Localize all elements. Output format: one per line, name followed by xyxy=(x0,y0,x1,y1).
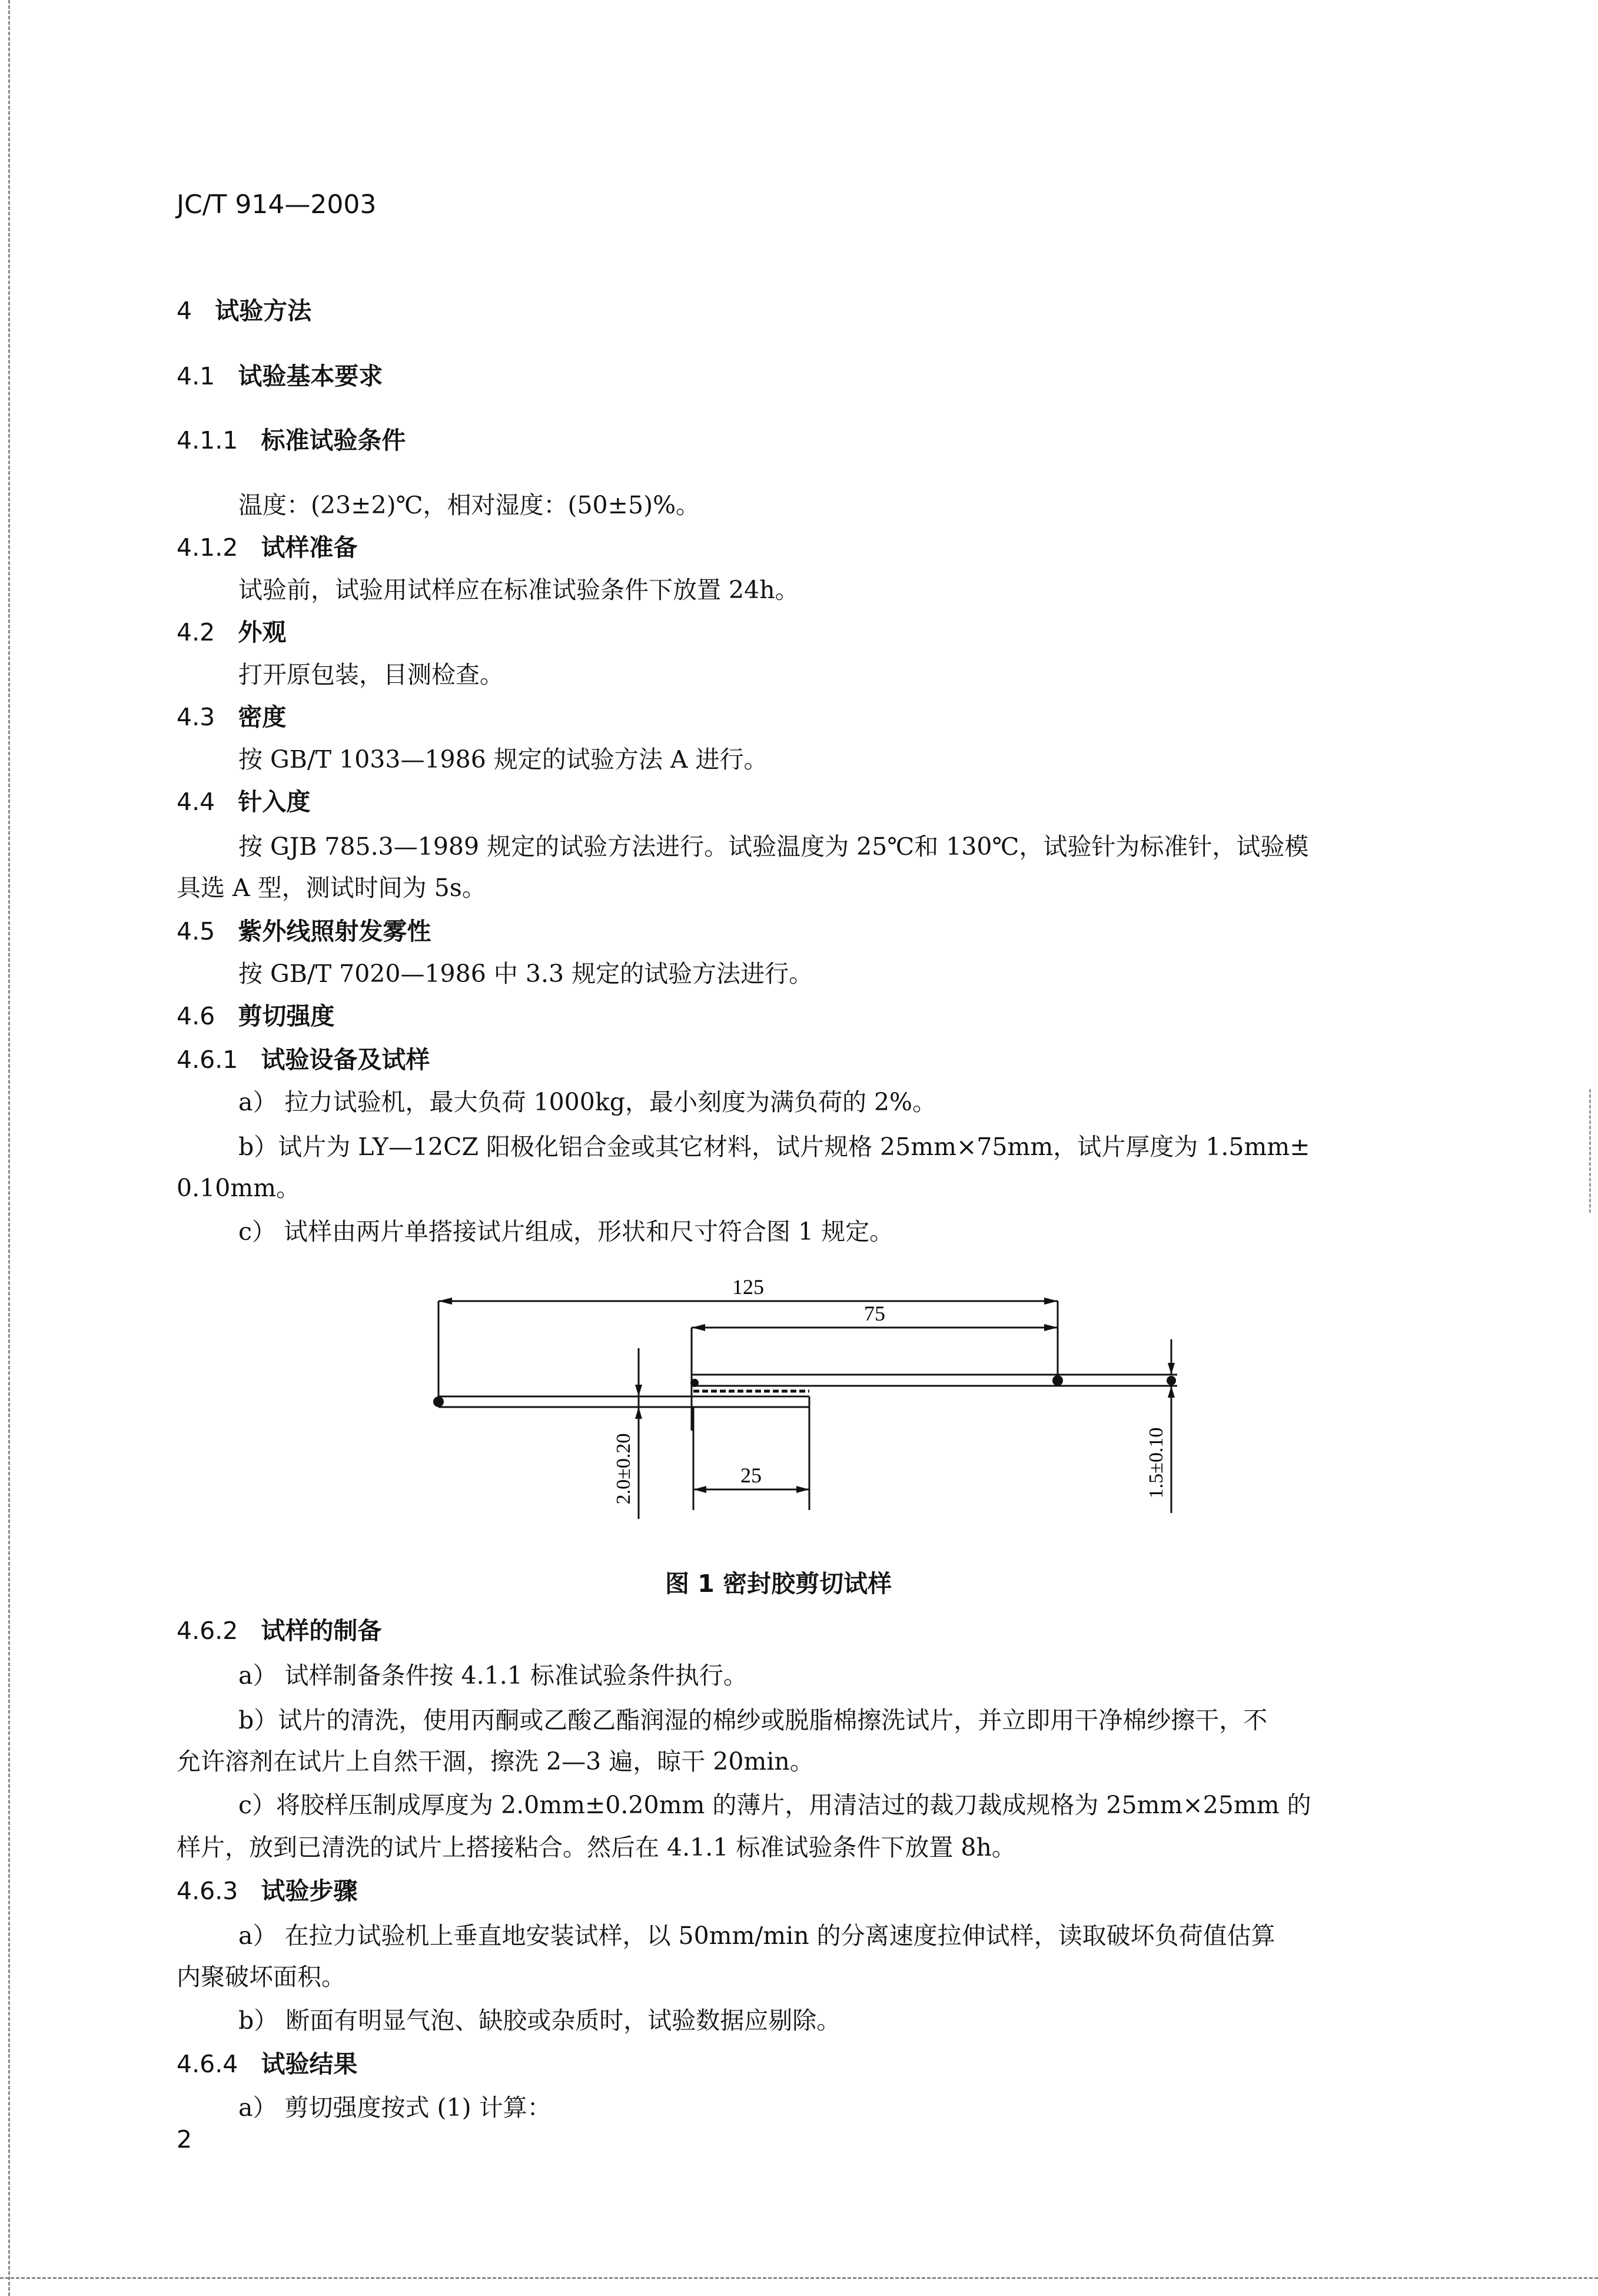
heading-4-1: 4.1 试验基本要求 xyxy=(177,362,383,390)
heading-4-6-3: 4.6.3 试验步骤 xyxy=(177,1877,358,1905)
heading-4-5: 4.5 紫外线照射发雾性 xyxy=(177,917,431,945)
label-plate-thickness: 1.5±0.10 xyxy=(1145,1427,1167,1499)
heading-4-4: 4.4 针入度 xyxy=(177,788,311,816)
arrow-adhesive-top xyxy=(635,1385,642,1396)
heading-4: 4 试验方法 xyxy=(177,297,312,325)
figure-1-drawing xyxy=(412,1260,1207,1537)
heading-4-6: 4.6 剪切强度 xyxy=(177,1002,335,1030)
arrow-thickness-bottom xyxy=(1168,1386,1175,1398)
plate-end-dot-far-right xyxy=(1167,1376,1176,1385)
heading-4-6-2: 4.6.2 试样的制备 xyxy=(177,1617,382,1645)
item-4-6-3-a-line2: 内聚破坏面积。 xyxy=(177,1963,345,1991)
text-4-3: 按 GB/T 1033—1986 规定的试验方法 A 进行。 xyxy=(238,745,768,774)
heading-4-1-1: 4.1.1 标准试验条件 xyxy=(177,426,406,454)
arrow-25-right xyxy=(796,1486,809,1493)
arrow-adhesive-bottom xyxy=(635,1407,642,1419)
overlap-corner-dot xyxy=(690,1379,699,1387)
plate-end-dot-left xyxy=(433,1396,444,1407)
standard-number: JC/T 914—2003 xyxy=(177,190,377,220)
arrow-125-right xyxy=(1044,1298,1058,1305)
heading-4-6-4: 4.6.4 试验结果 xyxy=(177,2050,358,2078)
heading-4-1-2: 4.1.2 试样准备 xyxy=(177,533,358,562)
item-4-6-1-a: a） 拉力试验机，最大负荷 1000kg，最小刻度为满负荷的 2%。 xyxy=(238,1088,937,1116)
label-75: 75 xyxy=(864,1302,885,1325)
heading-4-3: 4.3 密度 xyxy=(177,703,287,731)
text-4-1-1: 温度：(23±2)℃，相对湿度：(50±5)%。 xyxy=(238,491,700,519)
item-4-6-1-c: c） 试样由两片单搭接试片组成，形状和尺寸符合图 1 规定。 xyxy=(238,1217,894,1246)
item-4-6-3-a-line1: a） 在拉力试验机上垂直地安装试样，以 50mm/min 的分离速度拉伸试样，读取破坏负荷值估算 xyxy=(238,1922,1275,1950)
text-4-2: 打开原包装，目测检查。 xyxy=(238,661,504,689)
arrow-75-right xyxy=(1044,1324,1058,1331)
arrow-75-left xyxy=(692,1324,705,1331)
arrow-125-left xyxy=(438,1298,452,1305)
label-25: 25 xyxy=(740,1464,762,1487)
arrow-thickness-top xyxy=(1168,1363,1175,1375)
item-4-6-4-a: a） 剪切强度按式 (1) 计算： xyxy=(238,2093,552,2122)
item-4-6-3-b: b） 断面有明显气泡、缺胶或杂质时，试验数据应剔除。 xyxy=(238,2006,841,2035)
binding-cut-line xyxy=(8,0,10,2296)
arrow-25-left xyxy=(693,1486,706,1493)
item-4-6-2-a: a） 试样制备条件按 4.1.1 标准试验条件执行。 xyxy=(238,1661,747,1690)
right-edge-mark xyxy=(1589,1089,1591,1213)
label-125: 125 xyxy=(732,1275,764,1299)
bottom-cut-line xyxy=(0,2277,1598,2279)
item-4-6-2-b-line1: b）试片的清洗，使用丙酮或乙酸乙酯润湿的棉纱或脱脂棉擦洗试片，并立即用干净棉纱擦干，不 xyxy=(238,1706,1268,1734)
item-4-6-1-b-line2: 0.10mm。 xyxy=(177,1174,301,1202)
item-4-6-2-c-line1: c）将胶样压制成厚度为 2.0mm±0.20mm 的薄片，用清洁过的裁刀裁成规格为 25mm×25mm 的 xyxy=(238,1791,1311,1819)
label-adhesive-thickness: 2.0±0.20 xyxy=(613,1433,634,1505)
heading-4-6-1: 4.6.1 试验设备及试样 xyxy=(177,1046,430,1074)
text-4-1-2: 试验前，试验用试样应在标准试验条件下放置 24h。 xyxy=(238,576,799,604)
text-4-4-line1: 按 GJB 785.3—1989 规定的试验方法进行。试验温度为 25℃和 130℃，试验针为标准针，试验模 xyxy=(238,832,1309,861)
heading-4-2: 4.2 外观 xyxy=(177,618,287,646)
figure-1-caption: 图 1 密封胶剪切试样 xyxy=(665,1570,892,1598)
item-4-6-1-b-line1: b）试片为 LY—12CZ 阳极化铝合金或其它材料，试片规格 25mm×75mm，试片厚度为 1.5mm± xyxy=(238,1133,1310,1161)
item-4-6-2-b-line2: 允许溶剂在试片上自然干涸，擦洗 2—3 遍，晾干 20min。 xyxy=(177,1747,814,1776)
text-4-5: 按 GB/T 7020—1986 中 3.3 规定的试验方法进行。 xyxy=(238,960,813,988)
text-4-4-line2: 具选 A 型，测试时间为 5s。 xyxy=(177,874,486,902)
item-4-6-2-c-line2: 样片，放到已清洗的试片上搭接粘合。然后在 4.1.1 标准试验条件下放置 8h。 xyxy=(177,1833,1016,1862)
page-number: 2 xyxy=(177,2125,192,2154)
plate-end-dot-right xyxy=(1052,1375,1063,1386)
